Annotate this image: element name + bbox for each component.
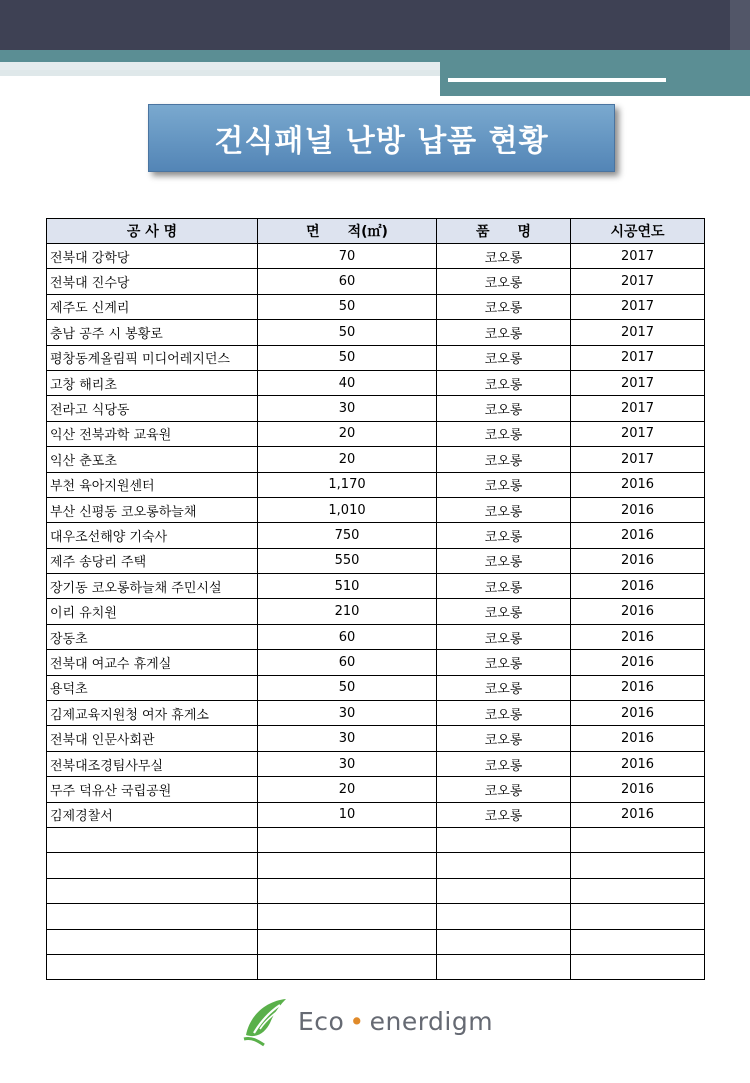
year-cell: 2017 [571, 370, 705, 395]
product-cell: 코오롱 [437, 650, 571, 675]
table-header [47, 219, 705, 244]
area-cell: 210 [258, 599, 437, 624]
project-name-cell: 김제경찰서 [47, 802, 258, 827]
year-cell: 2016 [571, 701, 705, 726]
year-cell: 2016 [571, 650, 705, 675]
year-cell: 2016 [571, 777, 705, 802]
logo-wordmark [298, 1007, 493, 1036]
year-cell: 2016 [571, 802, 705, 827]
year-cell: 2017 [571, 244, 705, 269]
year-cell: 2017 [571, 320, 705, 345]
year-cell [571, 929, 705, 954]
table-row [47, 421, 705, 446]
project-name-cell: 대우조선해양 기숙사 [47, 523, 258, 548]
year-cell: 2017 [571, 345, 705, 370]
product-cell [437, 904, 571, 929]
area-cell: 30 [258, 751, 437, 776]
year-cell: 2017 [571, 447, 705, 472]
table-row [47, 777, 705, 802]
project-name-cell: 익산 춘포초 [47, 447, 258, 472]
logo-text-eco: Eco [298, 1006, 345, 1036]
table-row [47, 878, 705, 903]
area-cell: 50 [258, 345, 437, 370]
table-row [47, 345, 705, 370]
year-cell: 2017 [571, 269, 705, 294]
project-name-cell: 부천 육아지원센터 [47, 472, 258, 497]
area-cell: 30 [258, 726, 437, 751]
area-cell: 70 [258, 244, 437, 269]
table-row [47, 726, 705, 751]
product-cell: 코오롱 [437, 726, 571, 751]
project-name-cell: 고창 해리초 [47, 370, 258, 395]
table-header-row [47, 219, 705, 244]
area-cell: 20 [258, 421, 437, 446]
year-cell: 2016 [571, 751, 705, 776]
product-cell: 코오롱 [437, 244, 571, 269]
table-row [47, 320, 705, 345]
table-row [47, 574, 705, 599]
area-cell: 40 [258, 370, 437, 395]
project-name-cell: 충남 공주 시 봉황로 [47, 320, 258, 345]
year-cell: 2016 [571, 497, 705, 522]
logo-text-enerdigm: enerdigm [369, 1006, 494, 1036]
logo-separator: • [349, 1006, 365, 1036]
project-name-cell [47, 904, 258, 929]
product-cell: 코오롱 [437, 472, 571, 497]
table-row [47, 294, 705, 319]
project-name-cell: 장동초 [47, 624, 258, 649]
table-row [47, 624, 705, 649]
product-cell: 코오롱 [437, 751, 571, 776]
area-cell: 550 [258, 548, 437, 573]
header-white-line [448, 78, 666, 82]
area-cell: 750 [258, 523, 437, 548]
project-name-cell: 용덕초 [47, 675, 258, 700]
project-name-cell: 전북대 인문사회관 [47, 726, 258, 751]
table-row [47, 751, 705, 776]
table-row [47, 904, 705, 929]
area-cell: 10 [258, 802, 437, 827]
year-cell: 2017 [571, 396, 705, 421]
project-name-cell: 전북대 강학당 [47, 244, 258, 269]
product-cell [437, 929, 571, 954]
table-row [47, 701, 705, 726]
area-cell: 510 [258, 574, 437, 599]
project-name-cell: 무주 덕유산 국립공원 [47, 777, 258, 802]
project-name-cell: 장기동 코오롱하늘채 주민시설 [47, 574, 258, 599]
product-cell [437, 878, 571, 903]
header-light-band [0, 62, 440, 70]
product-cell: 코오롱 [437, 777, 571, 802]
product-cell: 코오롱 [437, 675, 571, 700]
year-cell [571, 954, 705, 979]
product-cell [437, 827, 571, 852]
area-cell [258, 853, 437, 878]
project-name-cell: 익산 전북과학 교육원 [47, 421, 258, 446]
table-row [47, 675, 705, 700]
year-cell: 2016 [571, 675, 705, 700]
product-cell: 코오롱 [437, 523, 571, 548]
product-cell: 코오롱 [437, 294, 571, 319]
year-cell: 2017 [571, 294, 705, 319]
table-row [47, 827, 705, 852]
year-cell [571, 853, 705, 878]
area-cell: 1,010 [258, 497, 437, 522]
year-cell: 2016 [571, 624, 705, 649]
area-cell [258, 954, 437, 979]
area-cell: 50 [258, 320, 437, 345]
table-row [47, 472, 705, 497]
table-row [47, 650, 705, 675]
area-cell: 60 [258, 624, 437, 649]
area-cell: 1,170 [258, 472, 437, 497]
project-name-cell: 이리 유치원 [47, 599, 258, 624]
company-logo [240, 995, 500, 1047]
table-row [47, 523, 705, 548]
table-row [47, 497, 705, 522]
year-cell: 2016 [571, 726, 705, 751]
area-cell: 60 [258, 269, 437, 294]
product-cell [437, 853, 571, 878]
table-row [47, 244, 705, 269]
header-banner-edge [730, 0, 750, 50]
year-cell: 2016 [571, 523, 705, 548]
project-name-cell: 전북대 여교수 휴게실 [47, 650, 258, 675]
table-row [47, 853, 705, 878]
year-cell: 2016 [571, 599, 705, 624]
product-cell: 코오롱 [437, 701, 571, 726]
area-cell: 30 [258, 396, 437, 421]
column-header: 공 사 명 [47, 219, 258, 244]
product-cell: 코오롱 [437, 345, 571, 370]
product-cell: 코오롱 [437, 320, 571, 345]
project-name-cell: 제주도 신계리 [47, 294, 258, 319]
table-body [47, 244, 705, 980]
column-header: 시공연도 [571, 219, 705, 244]
area-cell: 50 [258, 294, 437, 319]
project-name-cell: 전북대조경팀사무실 [47, 751, 258, 776]
product-cell: 코오롱 [437, 269, 571, 294]
column-header: 품 명 [437, 219, 571, 244]
area-cell [258, 904, 437, 929]
year-cell: 2016 [571, 548, 705, 573]
project-name-cell: 평창동계올림픽 미디어레지던스 [47, 345, 258, 370]
area-cell: 20 [258, 447, 437, 472]
project-name-cell [47, 827, 258, 852]
table-row [47, 548, 705, 573]
table-row [47, 370, 705, 395]
project-name-cell [47, 954, 258, 979]
column-header: 면 적(㎡) [258, 219, 437, 244]
table-row [47, 929, 705, 954]
year-cell [571, 878, 705, 903]
area-cell [258, 827, 437, 852]
year-cell: 2017 [571, 421, 705, 446]
header-fade-band [0, 70, 440, 76]
table-row [47, 599, 705, 624]
area-cell: 50 [258, 675, 437, 700]
page-title: 건식패널 난방 납품 현황 [148, 104, 615, 172]
project-name-cell [47, 878, 258, 903]
project-name-cell: 부산 신평동 코오롱하늘채 [47, 497, 258, 522]
product-cell: 코오롱 [437, 548, 571, 573]
table-row [47, 269, 705, 294]
area-cell [258, 929, 437, 954]
area-cell: 60 [258, 650, 437, 675]
year-cell: 2016 [571, 574, 705, 599]
leaf-icon [240, 995, 292, 1047]
product-cell: 코오롱 [437, 802, 571, 827]
project-name-cell [47, 853, 258, 878]
product-cell: 코오롱 [437, 370, 571, 395]
project-name-cell: 전라고 식당동 [47, 396, 258, 421]
project-name-cell [47, 929, 258, 954]
product-cell: 코오롱 [437, 599, 571, 624]
product-cell: 코오롱 [437, 574, 571, 599]
product-cell: 코오롱 [437, 447, 571, 472]
area-cell [258, 878, 437, 903]
area-cell: 30 [258, 701, 437, 726]
area-cell: 20 [258, 777, 437, 802]
product-cell: 코오롱 [437, 421, 571, 446]
product-cell: 코오롱 [437, 624, 571, 649]
product-cell: 코오롱 [437, 396, 571, 421]
year-cell: 2016 [571, 472, 705, 497]
project-name-cell: 전북대 진수당 [47, 269, 258, 294]
table-row [47, 396, 705, 421]
year-cell [571, 904, 705, 929]
table-row [47, 447, 705, 472]
project-name-cell: 제주 송당리 주택 [47, 548, 258, 573]
product-cell: 코오롱 [437, 497, 571, 522]
product-cell [437, 954, 571, 979]
delivery-table [46, 218, 705, 980]
table-row [47, 954, 705, 979]
project-name-cell: 김제교육지원청 여자 휴게소 [47, 701, 258, 726]
table-row [47, 802, 705, 827]
header-banner [0, 0, 750, 50]
year-cell [571, 827, 705, 852]
